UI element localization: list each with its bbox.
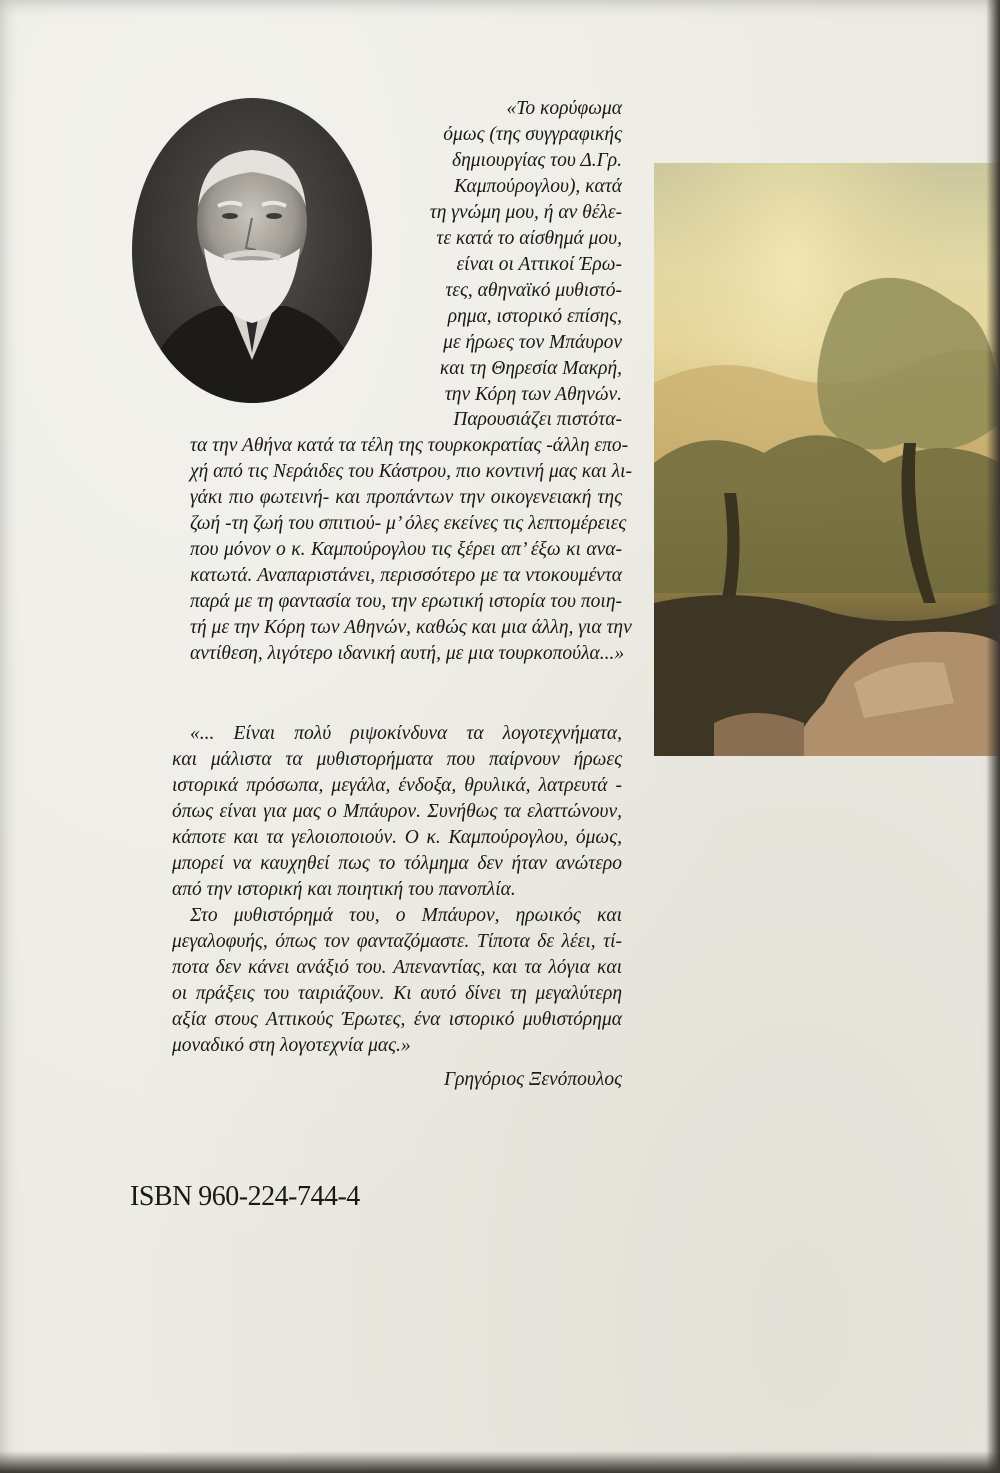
quote-1-line: τη γνώμη μου, ή αν θέλε-: [429, 202, 622, 223]
quote-1-line: τή με την Κόρη των Αθηνών, καθώς και μια άλλη, για την: [190, 617, 632, 638]
cover-edge-shadow: [0, 1451, 1000, 1473]
quote-2-line: αξία στους Αττικούς Έρωτες, ένα ιστορικό μυθιστόρημα: [172, 1009, 622, 1030]
quote-1-line: Καμπούρογλου), κατά: [454, 176, 622, 197]
quote-2-line: ιστορικά πρόσωπα, μεγάλα, ένδοξα, θρυλικά, λατρευτά -: [172, 775, 622, 796]
quote-1-line: δημιουργίας του Δ.Γρ.: [452, 150, 622, 171]
quote-1-line: τε κατά το αίσθημά μου,: [436, 228, 622, 249]
quote-1-full-width: [190, 407, 633, 667]
landscape-painting-image: [654, 163, 1000, 756]
quote-1-line: τα την Αθήνα κατά τα τέλη της τουρκοκρατίας -άλλη επο-: [190, 435, 629, 456]
quote-2-line: οι πράξεις του ταιριάζουν. Κι αυτό δίνει τη μεγαλύτερη: [172, 983, 622, 1004]
quote-1-line: γάκι πιο φωτεινή- και προπάντων την οικογενειακή της: [190, 487, 622, 508]
quote-2-line: μεγαλοφυής, όπως τον φανταζόμαστε. Τίποτα δε λέει, τί-: [172, 931, 622, 952]
quote-1-line: κατωτά. Αναπαριστάνει, περισσότερο με τα ντοκουμέντα: [190, 565, 622, 586]
quote-2-line: και μάλιστα τα μυθιστορήματα που παίρνουν ήρωες: [172, 749, 622, 770]
quote-1-line: χή από τις Νεράιδες του Κάστρου, πιο κοντινή μας και λι-: [190, 461, 633, 482]
quote-1-line: και τη Θηρεσία Μακρή,: [439, 358, 622, 379]
quote-2-line: «... Είναι πολύ ριψοκίνδυνα τα λογοτεχνήματα,: [190, 723, 622, 744]
quote-2: [172, 721, 622, 1059]
quote-1-line: τες, αθηναϊκό μυθιστό-: [445, 280, 622, 301]
quote-1-line: την Κόρη των Αθηνών.: [444, 384, 622, 405]
quote-1-line: είναι οι Αττικοί Έρω-: [456, 254, 622, 275]
isbn-number: ISBN 960-224-744-4: [130, 1181, 360, 1212]
quote-1-line: παρά με τη φαντασία του, την ερωτική ιστορία του ποιη-: [190, 591, 622, 612]
quote-2-line: ποτα δεν κάνει ανάξιό του. Απεναντίας, και τα λόγια και: [172, 957, 622, 978]
quote-1-line: αντίθεση, λιγότερο ιδανική αυτή, με μια τουρκοπούλα...»: [190, 643, 625, 664]
quote-1-beside-portrait: [392, 96, 622, 408]
quote-signature: Γρηγόριος Ξενόπουλος: [443, 1069, 622, 1090]
cover-edge-shadow: [986, 0, 1000, 1473]
quote-1-line: με ήρωες τον Μπάυρον: [443, 332, 622, 353]
author-portrait-image: [132, 98, 372, 403]
quote-2-line: κάποτε και τα γελοιοποιούν. Ο κ. Καμπούρογλου, όμως,: [172, 827, 622, 848]
quote-1-line: ζωή -τη ζωή του σπιτιού- μ’ όλες εκείνες τις λεπτομέρειες: [190, 513, 627, 534]
quote-2-line: Στο μυθιστόρημά του, ο Μπάυρον, ηρωικός και: [190, 905, 622, 926]
quote-2-line: μπορεί να καυχηθεί πως το τόλμημα δεν ήταν ανώτερο: [172, 853, 622, 874]
quote-1-line: όμως (της συγγραφικής: [443, 124, 622, 145]
quote-1-line: ρημα, ιστορικό επίσης,: [447, 306, 622, 327]
quote-2-line: μοναδικό στη λογοτεχνία μας.»: [172, 1035, 411, 1056]
quote-2-line: από την ιστορική και ποιητική του πανοπλία.: [172, 879, 516, 900]
quote-1-line: «Το κορύφωμα: [506, 98, 622, 119]
quote-1-line: που μόνον ο κ. Καμπούρογλου τις ξέρει απ’ έξω κι ανα-: [190, 539, 622, 560]
quote-1-line: Παρουσιάζει πιστότα-: [453, 409, 622, 430]
quote-2-line: όπως είναι για μας ο Μπάυρον. Συνήθως τα ελαττώνουν,: [172, 801, 622, 822]
